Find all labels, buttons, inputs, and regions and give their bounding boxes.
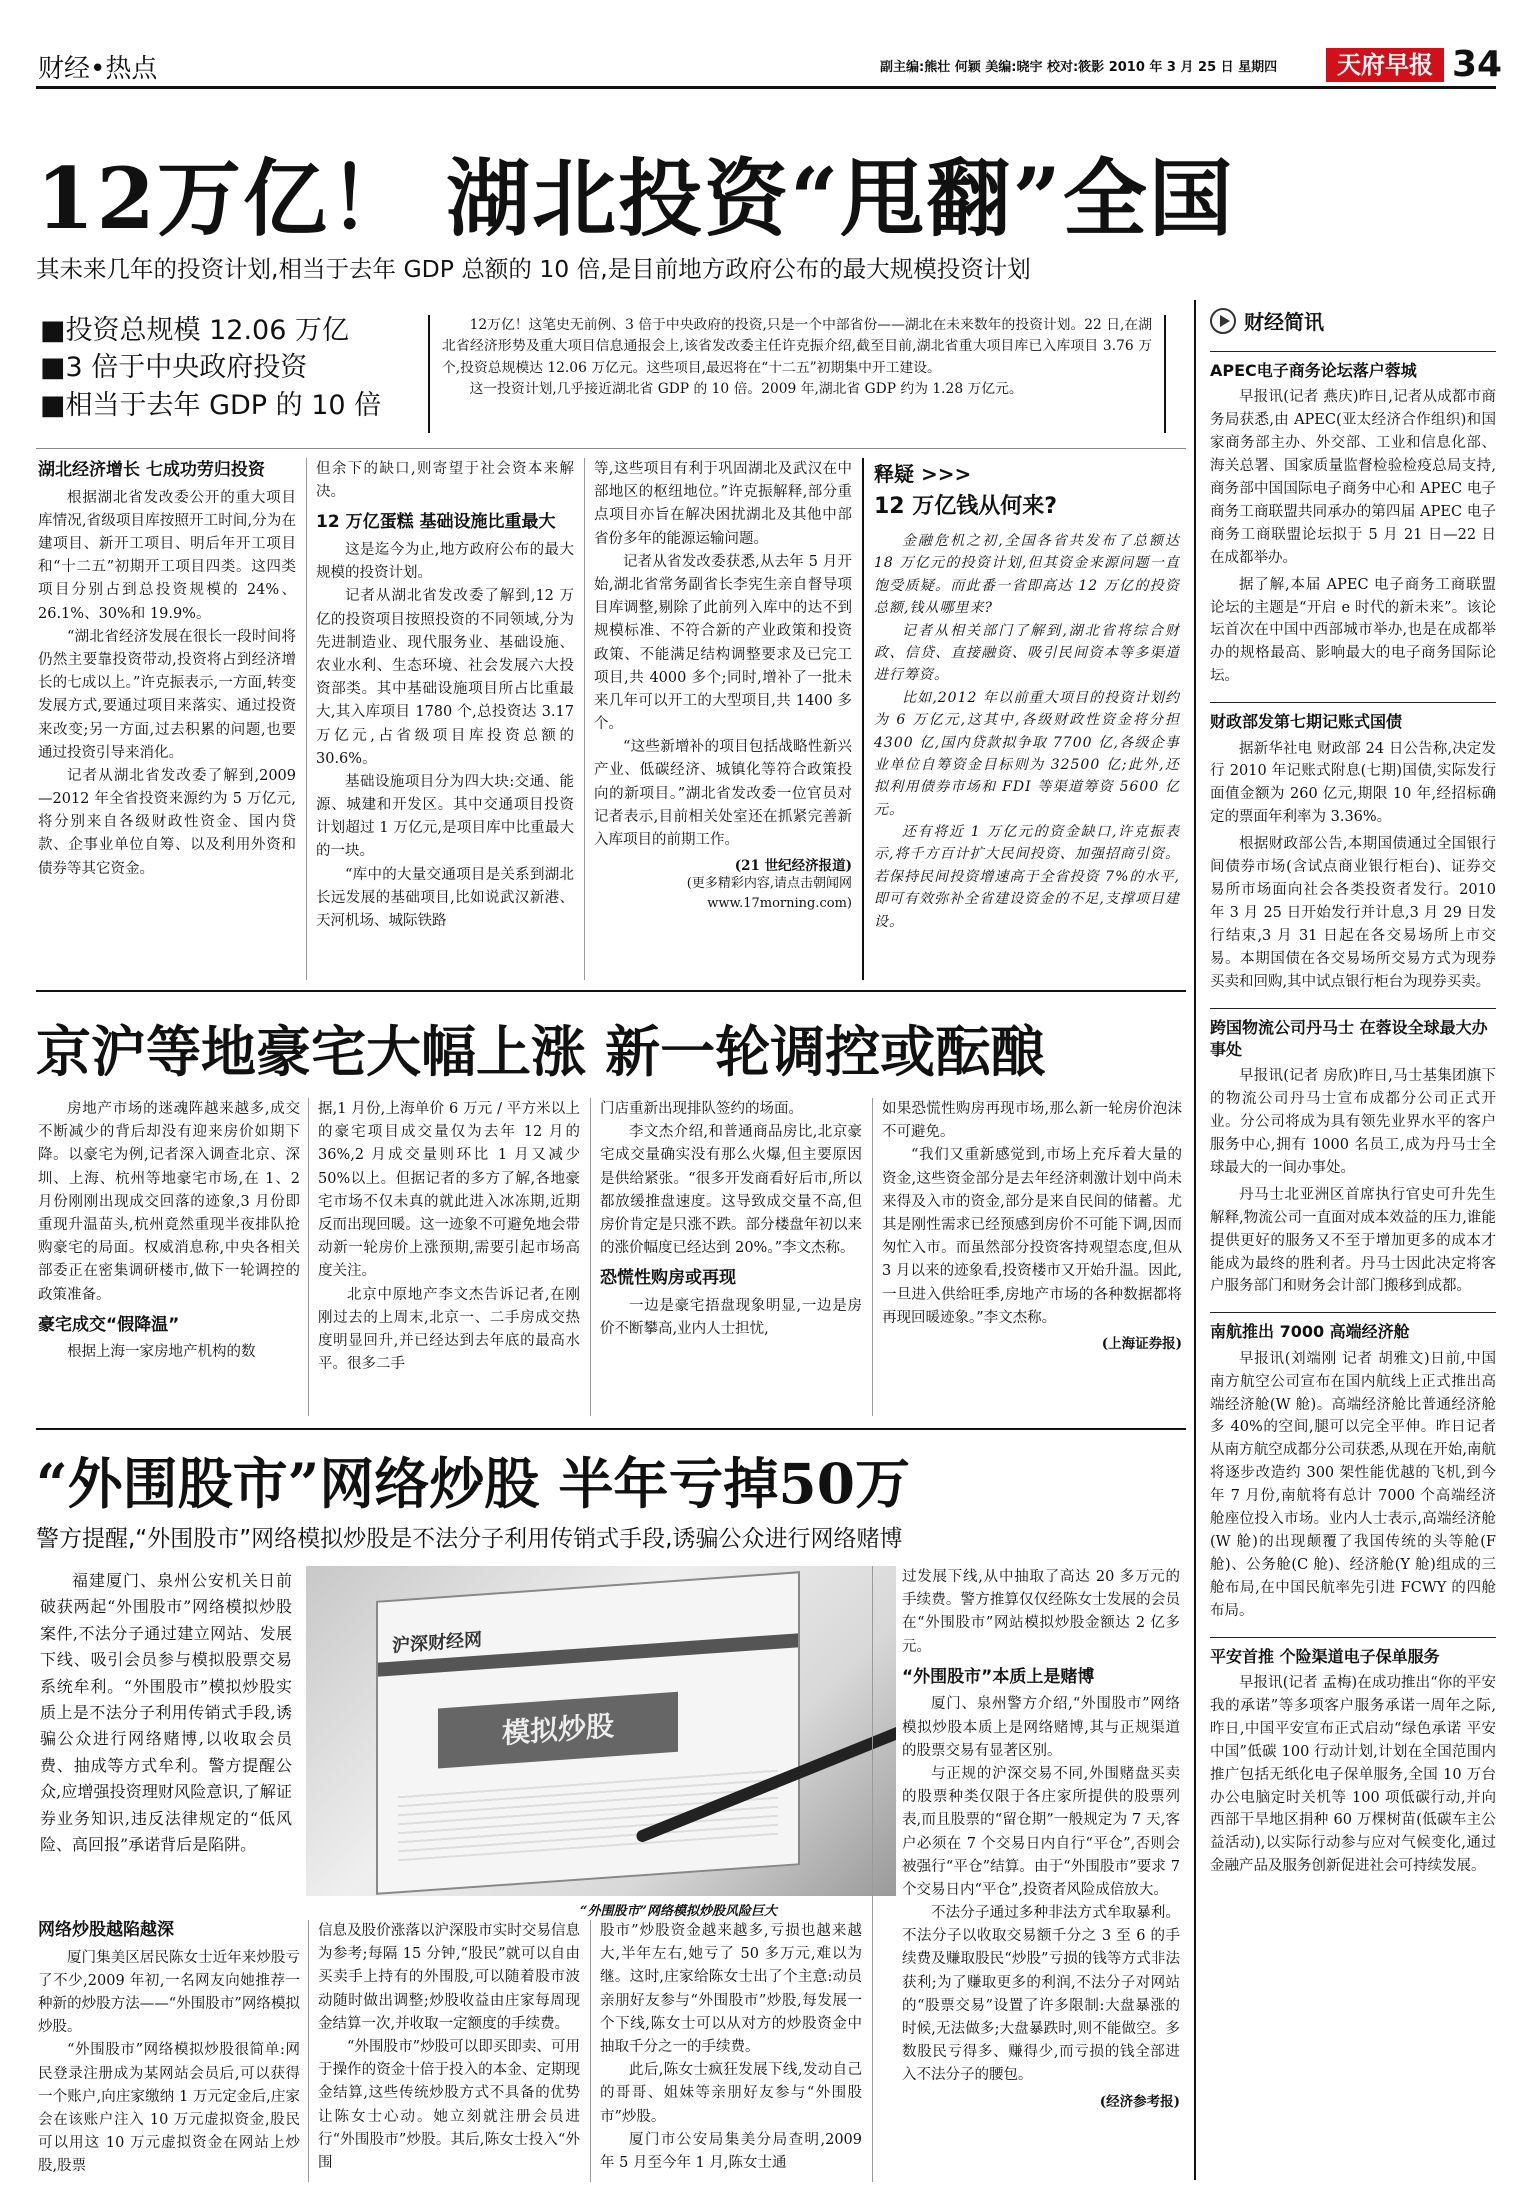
lead-column-1 (38, 458, 296, 980)
body-paragraph: 房地产市场的迷魂阵越来越多,成交不断减少的背后却没有迎来房价如期下降。以豪宅为例,记者深入调查北京、深圳、上海、杭州等地豪宅市场,在 1、2 月份刚刚出现成交回落的迹象,3 月份即重现升温苗头,杭州竟然重现半夜排队抢购豪宅的局面。权威消息称,中央各相关部委正在密集调研楼市,做下一轮调控的政策准备。 (38, 1101, 300, 1303)
stock-column-3 (600, 1920, 862, 2182)
brief-title: 财政部发第七期记账式国债 (1210, 712, 1403, 732)
source-credit: (上海证券报) (1101, 1335, 1182, 1352)
lead-column-3 (594, 458, 852, 980)
body-paragraph: “湖北省经济发展在很长一段时间将仍然主要靠投资带动,投资将占到经济增长的七成以上。”许克振表示,一方面,转变发展方式,要通过项目来落实、通过投资来改变;另一方面,过去积累的问题,也要通过投资引导来消化。 (38, 628, 296, 761)
body-paragraph: 但余下的缺口,则寄望于社会资本来解决。 (316, 461, 574, 501)
photo-caption: “外围股市”网络模拟炒股风险巨大 (580, 1904, 777, 1919)
sidebar-paragraph: 还有将近 1 万亿元的资金缺口,许克振表示,将千方百计扩大民间投资、加强招商引资。若保持民间投资增速高于全省投资 7%的水平,即可有效弥补全省建设资金的不足,支撑项目建设。 (874, 824, 1180, 930)
briefs-divider (1194, 300, 1196, 2180)
brief-title: 平安首推 个险渠道电子保单服务 (1210, 1646, 1440, 1666)
briefs-column (1210, 306, 1496, 2182)
bullet-item: ■3 倍于中央政府投资 (40, 352, 308, 384)
play-icon (1210, 308, 1236, 334)
housing-column-1 (38, 1098, 300, 1416)
section-label: 财经•热点 (38, 54, 158, 84)
housing-column-3 (600, 1098, 862, 1416)
brief-paragraph: 根据财政部公告,本期国债通过全国银行间债券市场(含试点商业银行柜台)、证券交易所市场面向社会各类投资者发行。2010 年 3 月 25 日开始发行并计息,3 月 29 日发行结束,3 月 31 日起在各交易场所上市交易。本期国债在各交易场所交易方式为现券买卖和回购,其中试点银行柜台为现券买卖。 (1210, 836, 1496, 990)
summary-paragraph: 12万亿！这笔史无前例、3 倍于中央政府的投资,只是一个中部省份——湖北在未来数年的投资计划。22 日,在湖北省经济形势及重大项目信息通报会上,该省发改委主任许克振介绍,截至目前,湖北省重大项目库已入库项目 3.76 万个,投资总规模达 12.06 万亿元。这些项目,最迟将在“十二五”初期集中开工建设。 (442, 317, 1152, 376)
brief-title: 跨国物流公司丹马士 在蓉设全球最大办事处 (1210, 1017, 1488, 1059)
body-paragraph: 李文杰介绍,和普通商品房比,北京豪宅成交量确实没有那么火爆,但主要原因是供给紧张。“很多开发商看好后市,所以都放缓推盘速度。这导致成交量不高,但房价肯定是只涨不跌。部分楼盘年初以来的涨价幅度已经达到 20%。”李文杰称。 (600, 1124, 862, 1257)
sidebar-kicker: 释疑 >>> (874, 462, 972, 486)
lead-sidebar (874, 458, 1180, 980)
column-divider (590, 1920, 591, 2182)
paper-logo: 天府早报 (1326, 48, 1444, 82)
body-paragraph: 不法分子通过多种非法方式牟取暴利。不法分子以收取交易额千分之 3 至 6 的手续费及赚取股民“炒股”亏损的钱等方式非法获利;为了赚取更多的利润,不法分子对网站的“股票交易”设置了许多限制:大盘暴涨的时候,无法做多;大盘暴跌时,则不能做空。多数股民亏得多、赚得少,而亏损的钱全部进入不法分子的腰包。 (902, 1905, 1180, 2084)
laptop-screen (376, 1571, 800, 1895)
column-divider (590, 1098, 591, 1416)
brief-paragraph: 早报讯(刘端刚 记者 胡雅文)日前,中国南方航空公司宣布在国内航线上正式推出高端经济舱(W 舱)。高端经济舱比普通经济舱多 40%的空间,腿可以完全平伸。昨日记者从南方航空成都分公司获悉,从现在开始,南航将逐步改造约 300 架性能优越的飞机,到今年 7 月份,南航将有总计 7000 个高端经济舱座位投入市场。业内人士表示,高端经济舱(W 舱)的出现颠覆了我国传统的头等舱(F 舱)、公务舱(C 舱)、经济舱(Y 舱)组成的三舱布局,在中国民航率先引进 FCWY 的四舱布局。 (1210, 1350, 1496, 1619)
lead-headline: 12万亿！ 湖北投资“甩翻”全国 (36, 149, 1235, 248)
brief-item (1210, 1008, 1496, 1299)
stock-headline: “外围股市”网络炒股 半年亏掉50万 (36, 1451, 910, 1516)
body-paragraph: 如果恐慌性购房再现市场,那么新一轮房价泡沫不可避免。 (882, 1101, 1182, 1141)
briefs-header (1210, 306, 1496, 335)
brief-paragraph: 丹马士北亚洲区首席执行官史可升先生解释,物流公司一直面对成本效益的压力,谁能提供更好的服务又不至于增加更多的成本才能成为最终的胜利者。丹马士因此决定将客户服务部门和财务会计部门搬移到成都。 (1210, 1186, 1496, 1295)
source-credit: (21 世纪经济报道) (734, 858, 852, 875)
body-paragraph: “库中的大量交通项目是关系到湖北长远发展的基础项目,比如说武汉新港、天河机场、城际铁路 (316, 866, 574, 930)
body-paragraph: 一边是豪宅捂盘现象明显,一边是房价不断攀高,业内人士担忧, (600, 1297, 862, 1338)
section-rule (36, 990, 1186, 992)
lead-summary-box (428, 315, 1166, 433)
body-paragraph: 记者从省发改委获悉,从去年 5 月开始,湖北省常务副省长李宪生亲自督导项目库调整,剔除了此前列入库中的达不到规模标准、不符合新的产业政策和投资政策、不能满足结构调整要求及已完工项目,共 4000 多个;同时,增补了一批未来几年可以开工的大型项目,共 1400 多个。 (594, 553, 852, 733)
body-paragraph: 记者从湖北省发改委了解到,12 万亿的投资项目按照投资的不同领域,分为先进制造业、现代服务业、基础设施、农业水利、生态环境、社会发展六大投资部类。其中基础设施项目所占比重最大,其入库项目 1780 个,总投资达 3.17 万亿元,占省级项目库投资总额的 30.6%。 (316, 588, 574, 767)
column-divider (308, 1920, 309, 2182)
screen-banner: 模拟炒股 (438, 1692, 678, 1769)
column-divider (584, 458, 585, 980)
brief-paragraph: 早报讯(记者 房欣)昨日,马士基集团旗下的物流公司丹马士宣布成都分公司正式开业。分公司将成为具有领先业界水平的客户服务中心,拥有 1000 名员工,成为丹马士全球最大的一间办事处。 (1210, 1068, 1496, 1176)
body-paragraph: 这是迄今为止,地方政府公布的最大规模的投资计划。 (316, 542, 574, 582)
sidebar-paragraph: 金融危机之初,全国各省共发布了总额达 18 万亿元的投资计划,但其资金来源问题一直饱受质疑。而此番一省即高达 12 万亿的投资总额,钱从哪里来? (874, 533, 1180, 617)
housing-column-4 (882, 1098, 1182, 1416)
lead-deck: 其未来几年的投资计划,相当于去年 GDP 总额的 10 倍,是目前地方政府公布的最大规模投资计划 (36, 255, 1031, 283)
page-number: 34 (1452, 44, 1503, 85)
screen-content (398, 1765, 778, 1862)
body-paragraph: “这些新增补的项目包括战略性新兴产业、低碳经济、城镇化等符合政策投向的新项目。”湖北省发改委一位官员对记者表示,目前相关处室还在抓紧完善新入库项目的前期工作。 (594, 739, 852, 848)
summary-paragraph: 这一投资计划,几乎接近湖北省 GDP 的 10 倍。2009 年,湖北省 GDP 约为 1.28 万亿元。 (469, 381, 1023, 398)
source-credit: (经济参考报) (1099, 2093, 1180, 2110)
brief-paragraph: 早报讯(记者 孟梅)在成功推出“你的平安 我的承诺”等多项客户服务承诺一周年之际,昨日,中国平安宣布正式启动“绿色承诺 平安中国”低碳 100 行动计划,计划在全国范围内推广包括无纸化电子保单服务,全国 10 万台办公电脑定时关机等 100 项低碳行动,并向西部干旱地区捐种 60 万棵树苗(低碳车主公益活动),以实际行动参与应对气候变化,通过金融产品及服务创新促进社会可持续发展。 (1210, 1675, 1496, 1875)
body-paragraph: 根据湖北省发改委公开的重大项目库情况,省级项目库按照开工时间,分为在建项目、新开工项目、明后年开工项目和“十二五”初期开工项目四类。这四类项目分别占到总投资规模的 24%、26.1%、30%和 19.9%。 (38, 489, 296, 622)
body-paragraph: 厦门市公安局集美分局查明,2009 年 5 月至今年 1 月,陈女士通 (600, 2131, 862, 2171)
sidebar-title: 12 万亿钱从何来? (874, 494, 1058, 519)
sidebar-paragraph: 比如,2012 年以前重大项目的投资计划约为 6 万亿元,这其中,各级财政性资金将分担 4300 亿,国内贷款拟争取 7700 亿,各级企事业单位自筹资金目标则为 32500 亿;此外,还拟利用债券市场和 FDI 等渠道筹资 5600 亿元。 (874, 689, 1180, 818)
body-paragraph: 与正规的沪深交易不同,外围赌盘买卖的股票种类仅限于各庄家所提供的股票列表,而且股票的“留仓期”一般规定为 7 天,客户必须在 7 个交易日内自行“平仓”,否则会被强行“平仓”结算。由于“外围股市”要求 7 个交易日内“平仓”,投资者风险成倍放大。 (902, 1765, 1180, 1898)
body-paragraph: 福建厦门、泉州公安机关日前破获两起“外围股市”网络模拟炒股案件,不法分子通过建立网站、发展下线、吸引会员参与模拟股票交易系统牟利。“外围股市”模拟炒股实质上是不法分子利用传销式手段,诱骗公众进行网络赌博,以收取会员费、抽成等方式牟利。警方提醒公众,应增强投资理财风险意识,了解证券业务知识,违反法律规定的“低风险、高回报”承诺背后是陷阱。 (40, 1571, 292, 1854)
body-paragraph: 此后,陈女士疯狂发展下线,发动自己的哥哥、姐妹等亲朋好友参与“外围股市”炒股。 (600, 2062, 862, 2125)
more-link-note: (更多精彩内容,请点击朝闻网 www.17morning.com) (686, 876, 852, 911)
lead-subhead: 湖北经济增长 七成功劳归投资 (38, 460, 265, 480)
body-paragraph: 记者从湖北省发改委了解到,2009—2012 年全省投资来源约为 5 万亿元,将分别来自各级财政性资金、国内贷款、企事业单位自筹、以及利用外资和债券等其它资金。 (38, 767, 296, 877)
lead-bullets (40, 312, 430, 424)
housing-column-2 (318, 1098, 580, 1416)
body-paragraph: 厦门集美区居民陈女士近年来炒股亏了不少,2009 年初,一名网友向她推荐一种新的炒股方法——“外围股市”网络模拟炒股。 (38, 1949, 300, 2036)
brief-paragraph: 早报讯(记者 燕庆)昨日,记者从成都市商务局获悉,由 APEC(亚太经济合作组织)和国家商务部主办、外交部、工业和信息化部、海关总署、国家质量监督检验检疫总局支持,商务部中国国际电子商务中心和 APEC 电子商务工商联盟共同承办的第四届 APEC 电子商务工商联盟论坛拟于 5 月 21 日—22 日在成都举办。 (1210, 389, 1496, 566)
stock-column-4 (902, 1566, 1180, 2182)
section-rule (36, 1428, 1186, 1430)
column-divider (862, 458, 864, 980)
bullet-item: ■投资总规模 12.06 万亿 (40, 315, 349, 346)
editor-credits: 副主编:熊壮 何颖 美编:晓宇 校对:筱影 2010 年 3 月 25 日 星期四 (880, 60, 1278, 75)
brief-paragraph: 据了解,本届 APEC 电子商务工商联盟论坛的主题是“开启 e 时代的新未来”。该论坛首次在中国中西部城市举办,也是在成都举办的规格最高、影响最大的电子商务国际论坛。 (1210, 576, 1496, 685)
body-paragraph: 根据上海一家房地产机构的数 (67, 1344, 256, 1361)
body-paragraph: 信息及股价涨落以沪深股市实时交易信息为参考;每隔 15 分钟,“股民”就可以自由买卖手上持有的外围股,可以随着股市波动随时做出调整;炒股收益由庄家每周现金结算一次,并收取一定额度的手续费。 (318, 1923, 580, 2032)
column-divider (306, 458, 307, 980)
brief-item (1210, 351, 1496, 688)
stock-column-1 (38, 1918, 300, 2180)
stock-subhead: “外围股市”本质上是赌博 (902, 1666, 1095, 1687)
masthead-rule (36, 86, 1496, 89)
lead-body-rule (36, 448, 1186, 449)
housing-subhead: 豪宅成交“假降温” (38, 1314, 180, 1335)
stock-deck: 警方提醒,“外围股市”网络模拟炒股是不法分子利用传销式手段,诱骗公众进行网络赌博 (36, 1526, 903, 1552)
brief-paragraph: 据新华社电 财政部 24 日公告称,决定发行 2010 年记账式附息(七期)国债,实际发行面值金额为 260 亿元,期限 10 年,经招标确定的票面年利率为 3.36%。 (1210, 740, 1496, 826)
brief-title: APEC电子商务论坛落户蓉城 (1210, 361, 1417, 380)
housing-headline: 京沪等地豪宅大幅上涨 新一轮调控或酝酿 (36, 1019, 1046, 1084)
stock-column-2 (318, 1920, 580, 2182)
body-paragraph: 过发展下线,从中抽取了高达 20 多万元的手续费。警方推算仅仅经陈女士发展的会员在“外围股市”网站模拟炒股金额达 2 亿多元。 (902, 1569, 1180, 1655)
column-divider (872, 1566, 873, 2182)
body-paragraph: 北京中原地产李文杰告诉记者,在刚刚过去的上周末,北京一、二手房成交热度明显回升,并已经达到去年底的最高水平。很多二手 (318, 1286, 580, 1373)
body-paragraph: 等,这些项目有利于巩固湖北及武汉在中部地区的枢纽地位。”许克振解释,部分重点项目亦旨在解决困扰湖北及其他中部省份多年的能源运输问题。 (594, 461, 852, 547)
stock-photo (306, 1566, 896, 1896)
lead-column-2 (316, 458, 574, 980)
stock-subhead: 网络炒股越陷越深 (38, 1920, 174, 1940)
brief-item (1210, 1637, 1496, 1879)
body-paragraph: 据,1 月份,上海单价 6 万元 / 平方米以上的豪宅项目成交量仅为去年 12 月的 36%,2 月成交量则环比 1 月又减少 50%以上。但据记者的多方了解,各地豪宅市场不仅未真的就此进入冰冻期,近期反而出现回暖。这一迹象不可避免地会带动新一轮房价上涨预期,需要引起市场高度关注。 (318, 1101, 580, 1280)
bullet-item: ■相当于去年 GDP 的 10 倍 (40, 389, 382, 421)
screen-site-title: 沪深财经网 (392, 1629, 482, 1657)
housing-subhead: 恐慌性购房或再现 (600, 1268, 736, 1289)
body-paragraph: 门店重新出现排队签约的场面。 (600, 1101, 803, 1117)
column-divider (872, 1098, 873, 1416)
body-paragraph: 基础设施项目分为四大块:交通、能源、城建和开发区。其中交通项目投资计划超过 1 万亿元,是项目库中比重最大的一块。 (316, 773, 574, 860)
brief-item (1210, 702, 1496, 993)
lead-subhead: 12 万亿蛋糕 基础设施比重最大 (316, 512, 556, 533)
body-paragraph: “外围股市”网络模拟炒股很简单:网民登录注册成为某网站会员后,可以获得一个账户,向庄家缴纳 1 万元定金后,庄家会在该账户注入 10 万元虚拟资金,股民可以用这 10 万元虚拟资金在网站上炒股,股票 (38, 2042, 300, 2175)
sidebar-paragraph: 记者从相关部门了解到,湖北省将综合财政、信贷、直接融资、吸引民间资本等多渠道进行筹资。 (874, 622, 1180, 684)
body-paragraph: 厦门、泉州警方介绍,“外围股市”网络模拟炒股本质上是网络赌博,其与正规渠道的股票交易有显著区别。 (902, 1696, 1180, 1759)
brief-title: 南航推出 7000 高端经济舱 (1210, 1322, 1410, 1342)
column-divider (308, 1098, 309, 1416)
briefs-title: 财经简讯 (1244, 310, 1324, 334)
brief-item (1210, 1312, 1496, 1622)
body-paragraph: “外围股市”炒股可以即买即卖、可用于操作的资金十倍于投入的本金、定期现金结算,这些传统炒股方式不具备的优势让陈女士心动。她立刻就注册会员进行“外围股市”炒股。其后,陈女士投入“外围 (318, 2038, 580, 2171)
stock-intro (40, 1568, 292, 1868)
body-paragraph: 股市”炒股资金越来越多,亏损也越来越大,半年左右,她亏了 50 多万元,难以为继。这时,庄家给陈女士出了个主意:动员亲朋好友参与“外围股市”炒股,每发展一个下线,陈女士可以从对方的炒股资金中抽取千分之一的手续费。 (600, 1923, 862, 2055)
body-paragraph: “我们又重新感觉到,市场上充斥着大量的资金,这些资金部分是去年经济刺激计划中尚未来得及入市的资金,部分是来自民间的储蓄。尤其是刚性需求已经预感到房价不可能下调,因而匆忙入市。而虽然部分投资客持观望态度,但从 3 月以来的迹象看,投资楼市又开始升温。因此,一旦进入供给旺季,房地产市场的各种数据都将再现回暖迹象。”李文杰称。 (882, 1147, 1182, 1326)
